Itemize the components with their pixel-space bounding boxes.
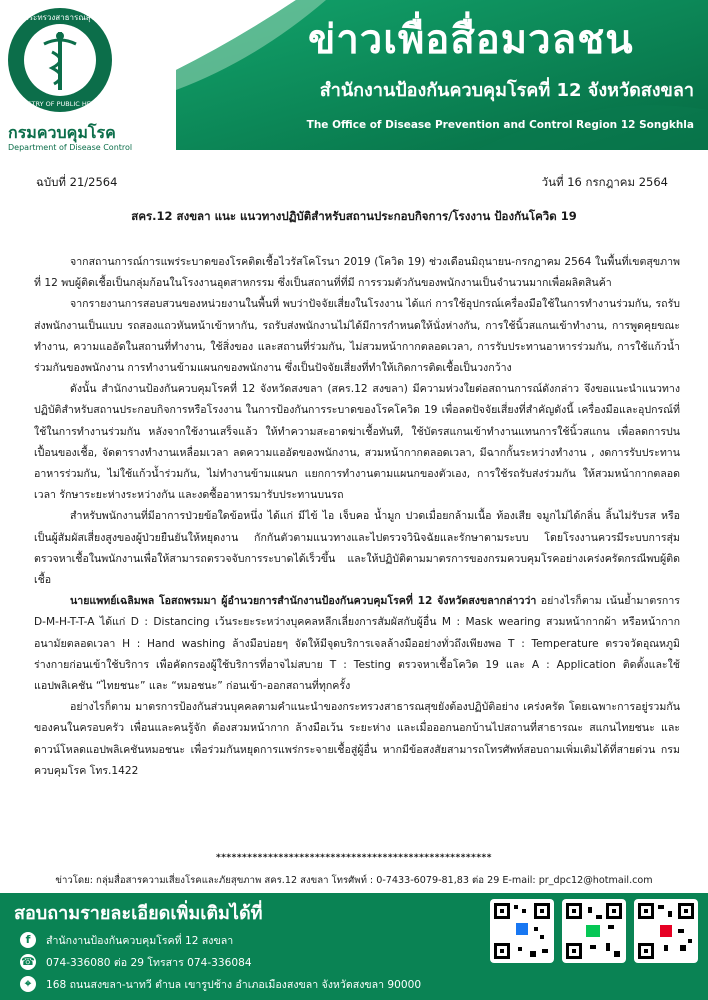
footer-facebook-row[interactable]	[20, 931, 233, 949]
svg-text:MINISTRY OF PUBLIC HEALTH: MINISTRY OF PUBLIC HEALTH	[13, 100, 107, 108]
qr-code-2[interactable]	[562, 899, 626, 963]
location-pin-icon: ⌖	[20, 976, 36, 992]
header	[0, 0, 708, 168]
press-banner	[176, 0, 708, 150]
footer	[0, 893, 708, 1000]
svg-text:กระทรวงสาธารณสุข: กระทรวงสาธารณสุข	[23, 13, 97, 22]
ministry-logo	[6, 6, 114, 114]
footer-facebook-text: สำนักงานป้องกันควบคุมโรคที่ 12 สงขลา	[46, 934, 234, 947]
paragraph-4: สำหรับพนักงานที่มีอาการป่วยข้อใดข้อหนึ่ง ได้แก่ มีไข้ ไอ เจ็บคอ น้ำมูก ปวดเมื่อยกล้ามเนื้อ ท้องเสีย จมูกไม่ได้กลิ่น ลิ้นไม่รับรส หรือเป็นผู้สัมผัสเสี่ยงสูงของผู้ป่วยยืนยันให้หยุดงาน กักกันตัวตามแนวทางและไปตรวจวินิจฉัยและรักษาตามระบบ โดยโรงงานควรมีระบบการสุ่มตรวจหาเชื้อในพนักงานเพื่อให้สามารถตรวจจับการระบาดได้เร็วขึ้น และให้ปฏิบัติตามมาตรการของกรมควบคุมโรคอย่างเคร่งครัดกรณีพบผู้ติดเชื้อ	[34, 510, 680, 587]
footer-address-text: 168 ถนนสงขลา-นาทวี ตำบล เขารูปช้าง อำเภอเมืองสงขลา จังหวัดสงขลา 90000	[46, 978, 422, 991]
footer-phone-text: 074-336080 ต่อ 29 โทรสาร 074-336084	[46, 956, 252, 969]
department-label	[8, 124, 168, 153]
paragraph-3: ดังนั้น สำนักงานป้องกันควบคุมโรคที่ 12 จังหวัดสงขลา (สคร.12 สงขลา) มีความห่วงใยต่อสถานการณ์ดังกล่าว จึงขอแนะนำแนวทางปฏิบัติสำหรับสถานประกอบกิจการหรือโรงงาน ในการป้องกันการระบาดของโรคโควิด 19 เพื่อลดปัจจัยเสี่ยงที่สำคัญดังนี้ เครื่องมือและอุปกรณ์ที่ใช้ในการทำงานร่วมกัน หลังจากใช้งานเสร็จแล้ว ให้ทำความสะอาดฆ่าเชื้อทันที, ใช้บัตรสแกนเข้าทำงานแทนการใช้นิ้วสแกน เพื่อลดการปนเปื้อนของเชื้อ, จัดตารางทำงานเหลื่อมเวลา ลดความแออัดของพนักงาน, สวมหน้ากากตลอดเวลา, มีฉากกั้นระหว่างทำงาน , งดการรับประทานอาหารร่วมกัน, ไม่ใช้แก้วน้ำร่วมกัน, ไม่ทำงานข้ามแผนก แยกการทำงานตามแผนกของตัวเอง, การใช้รถรับส่งร่วมกัน ให้สวมหน้ากากตลอดเวลา รักษาระยะห่างระหว่างกัน และงดซื้ออาหารมารับประทานบนรถ	[34, 383, 680, 502]
qr-code-1[interactable]	[490, 899, 554, 963]
qr-code-3[interactable]	[634, 899, 698, 963]
document-title: สคร.12 สงขลา แนะ แนวทางปฏิบัติสำหรับสถานประกอบกิจการ/โรงงาน ป้องกันโควิด 19	[131, 209, 577, 223]
quote-speaker: นายแพทย์เฉลิมพล โอสถพรมมา ผู้อำนวยการสำนักงานป้องกันควบคุมโรคที่ 12 จังหวัดสงขลากล่าวว่า	[70, 595, 537, 608]
quote-body: อย่างไรก็ตาม เน้นย้ำมาตรการ D-M-H-T-T-A ได้แก่ D : Distancing เว้นระยะระหว่างบุคคลหลีกเลี่ยงการสัมผัสกับผู้อื่น M : Mask wearing สวมหน้ากากผ้า หรือหน้ากากอนามัยตลอดเวลา H : Hand washing ล้างมือบ่อยๆ จัดให้มีจุดบริการเจลล้างมืออย่างทั่วถึงเพียงพอ T : Temperature ตรวจวัดอุณหภูมิร่างกายก่อนเข้าใช้บริการ เพื่อคัดกรองผู้ใช้บริการที่อาจไม่สบาย T : Testing ตรวจหาเชื้อโควิด 19 และ A : Application ติดตั้งและใช้แอปพลิเคชัน “ไทยชนะ” และ “หมอชนะ” ก่อนเข้า-ออกสถานที่ทุกครั้ง	[34, 595, 680, 693]
banner-title: ข่าวเพื่อสื่อมวลชน	[308, 17, 634, 63]
footer-title: สอบถามรายละเอียดเพิ่มเติมได้ที่	[14, 903, 263, 924]
footer-address-row	[20, 975, 421, 993]
paragraph-closing: อย่างไรก็ตาม มาตรการป้องกันส่วนบุคคลตามคำแนะนำของกระทรวงสาธารณสุขยังต้องปฏิบัติอย่าง เคร่งครัด โดยเฉพาะการอยู่รวมกันของคนในครอบครัว เพื่อนและคนรู้จัก ต้องสวมหน้ากาก ล้างมือเว้น ระยะห่าง และเมื่อออกนอกบ้านไปสถานที่สาธารณะ สแกนไทยชนะ และดาวน์โหลดแอปพลิเคชันหมอชนะ เพื่อร่วมกันหยุดการแพร่กระจายเชื้อสู่ผู้อื่น หากมีข้อสงสัยสามารถโทรศัพท์สอบถามเพิ่มเติมได้ที่สายด่วน กรมควบคุมโรค โทร.1422	[34, 701, 680, 777]
article-body	[34, 252, 680, 782]
department-name-en: Department of Disease Control	[8, 143, 133, 152]
banner-subtitle: สำนักงานป้องกันควบคุมโรคที่ 12 จังหวัดสงขลา	[319, 80, 694, 101]
paragraph-2: จากรายงานการสอบสวนของหน่วยงานในพื้นที่ พบว่าปัจจัยเสี่ยงในโรงงาน ได้แก่ การใช้อุปกรณ์เครื่องมือใช้ในการทำงานร่วมกัน, รถรับส่งพนักงานเป็นแบบ รถสองแถวหันหน้าเข้าหากัน, รถรับส่งพนักงานไม่ได้มีการกำหนดให้นั่งห่างกัน, การใช้นิ้วสแกนเข้าทำงาน, การพูดคุยขณะทำงาน, ความแออัดในสถานที่ทำงาน, ใช้สิ่งของ และสถานที่ร่วมกัน, ไม่สวมหน้ากากตลอดเวลา, การรับประทานอาหารร่วมกัน, การใช้แก้วน้ำร่วมกันของพนักงาน การทำงานข้ามแผนกของพนักงาน ซึ่งเป็นปัจจัยเสี่ยงที่ทำให้เกิดการติดเชื้อเป็นวงกว้าง	[34, 298, 680, 375]
department-name-th: กรมควบคุมโรค	[8, 123, 116, 142]
contact-line: ข่าวโดย: กลุ่มสื่อสารความเสี่ยงโรคและภัยสุขภาพ สคร.12 สงขลา โทรศัพท์ : 0-7433-6079-81,83 ต่อ 29 E-mail: pr_dpc12@hotmail.com	[55, 875, 653, 886]
separator-stars: *****************************************************	[216, 853, 492, 863]
issue-date: วันที่ 16 กรกฎาคม 2564	[541, 175, 668, 189]
issue-number: ฉบับที่ 21/2564	[36, 175, 118, 189]
banner-english-title: The Office of Disease Prevention and Control Region 12 Songkhla	[306, 119, 694, 131]
phone-icon: ☎	[21, 955, 35, 968]
paragraph-1: จากสถานการณ์การแพร่ระบาดของโรคติดเชื้อไวรัสโคโรนา 2019 (โควิด 19) ช่วงเดือนมิถุนายน-กรกฎาคม 2564 ในพื้นที่เขตสุขภาพที่ 12 พบผู้ติดเชื้อเป็นกลุ่มก้อนในโรงงานอุตสาหกรรม ซึ่งเป็นสถานที่ที่มี การรวมตัวกันของพนักงานเป็นจำนวนมากเพื่อผลิตสินค้า	[34, 256, 680, 290]
facebook-icon: f	[20, 932, 36, 948]
footer-phone-row[interactable]	[20, 953, 252, 971]
paragraph-quote	[34, 591, 680, 697]
